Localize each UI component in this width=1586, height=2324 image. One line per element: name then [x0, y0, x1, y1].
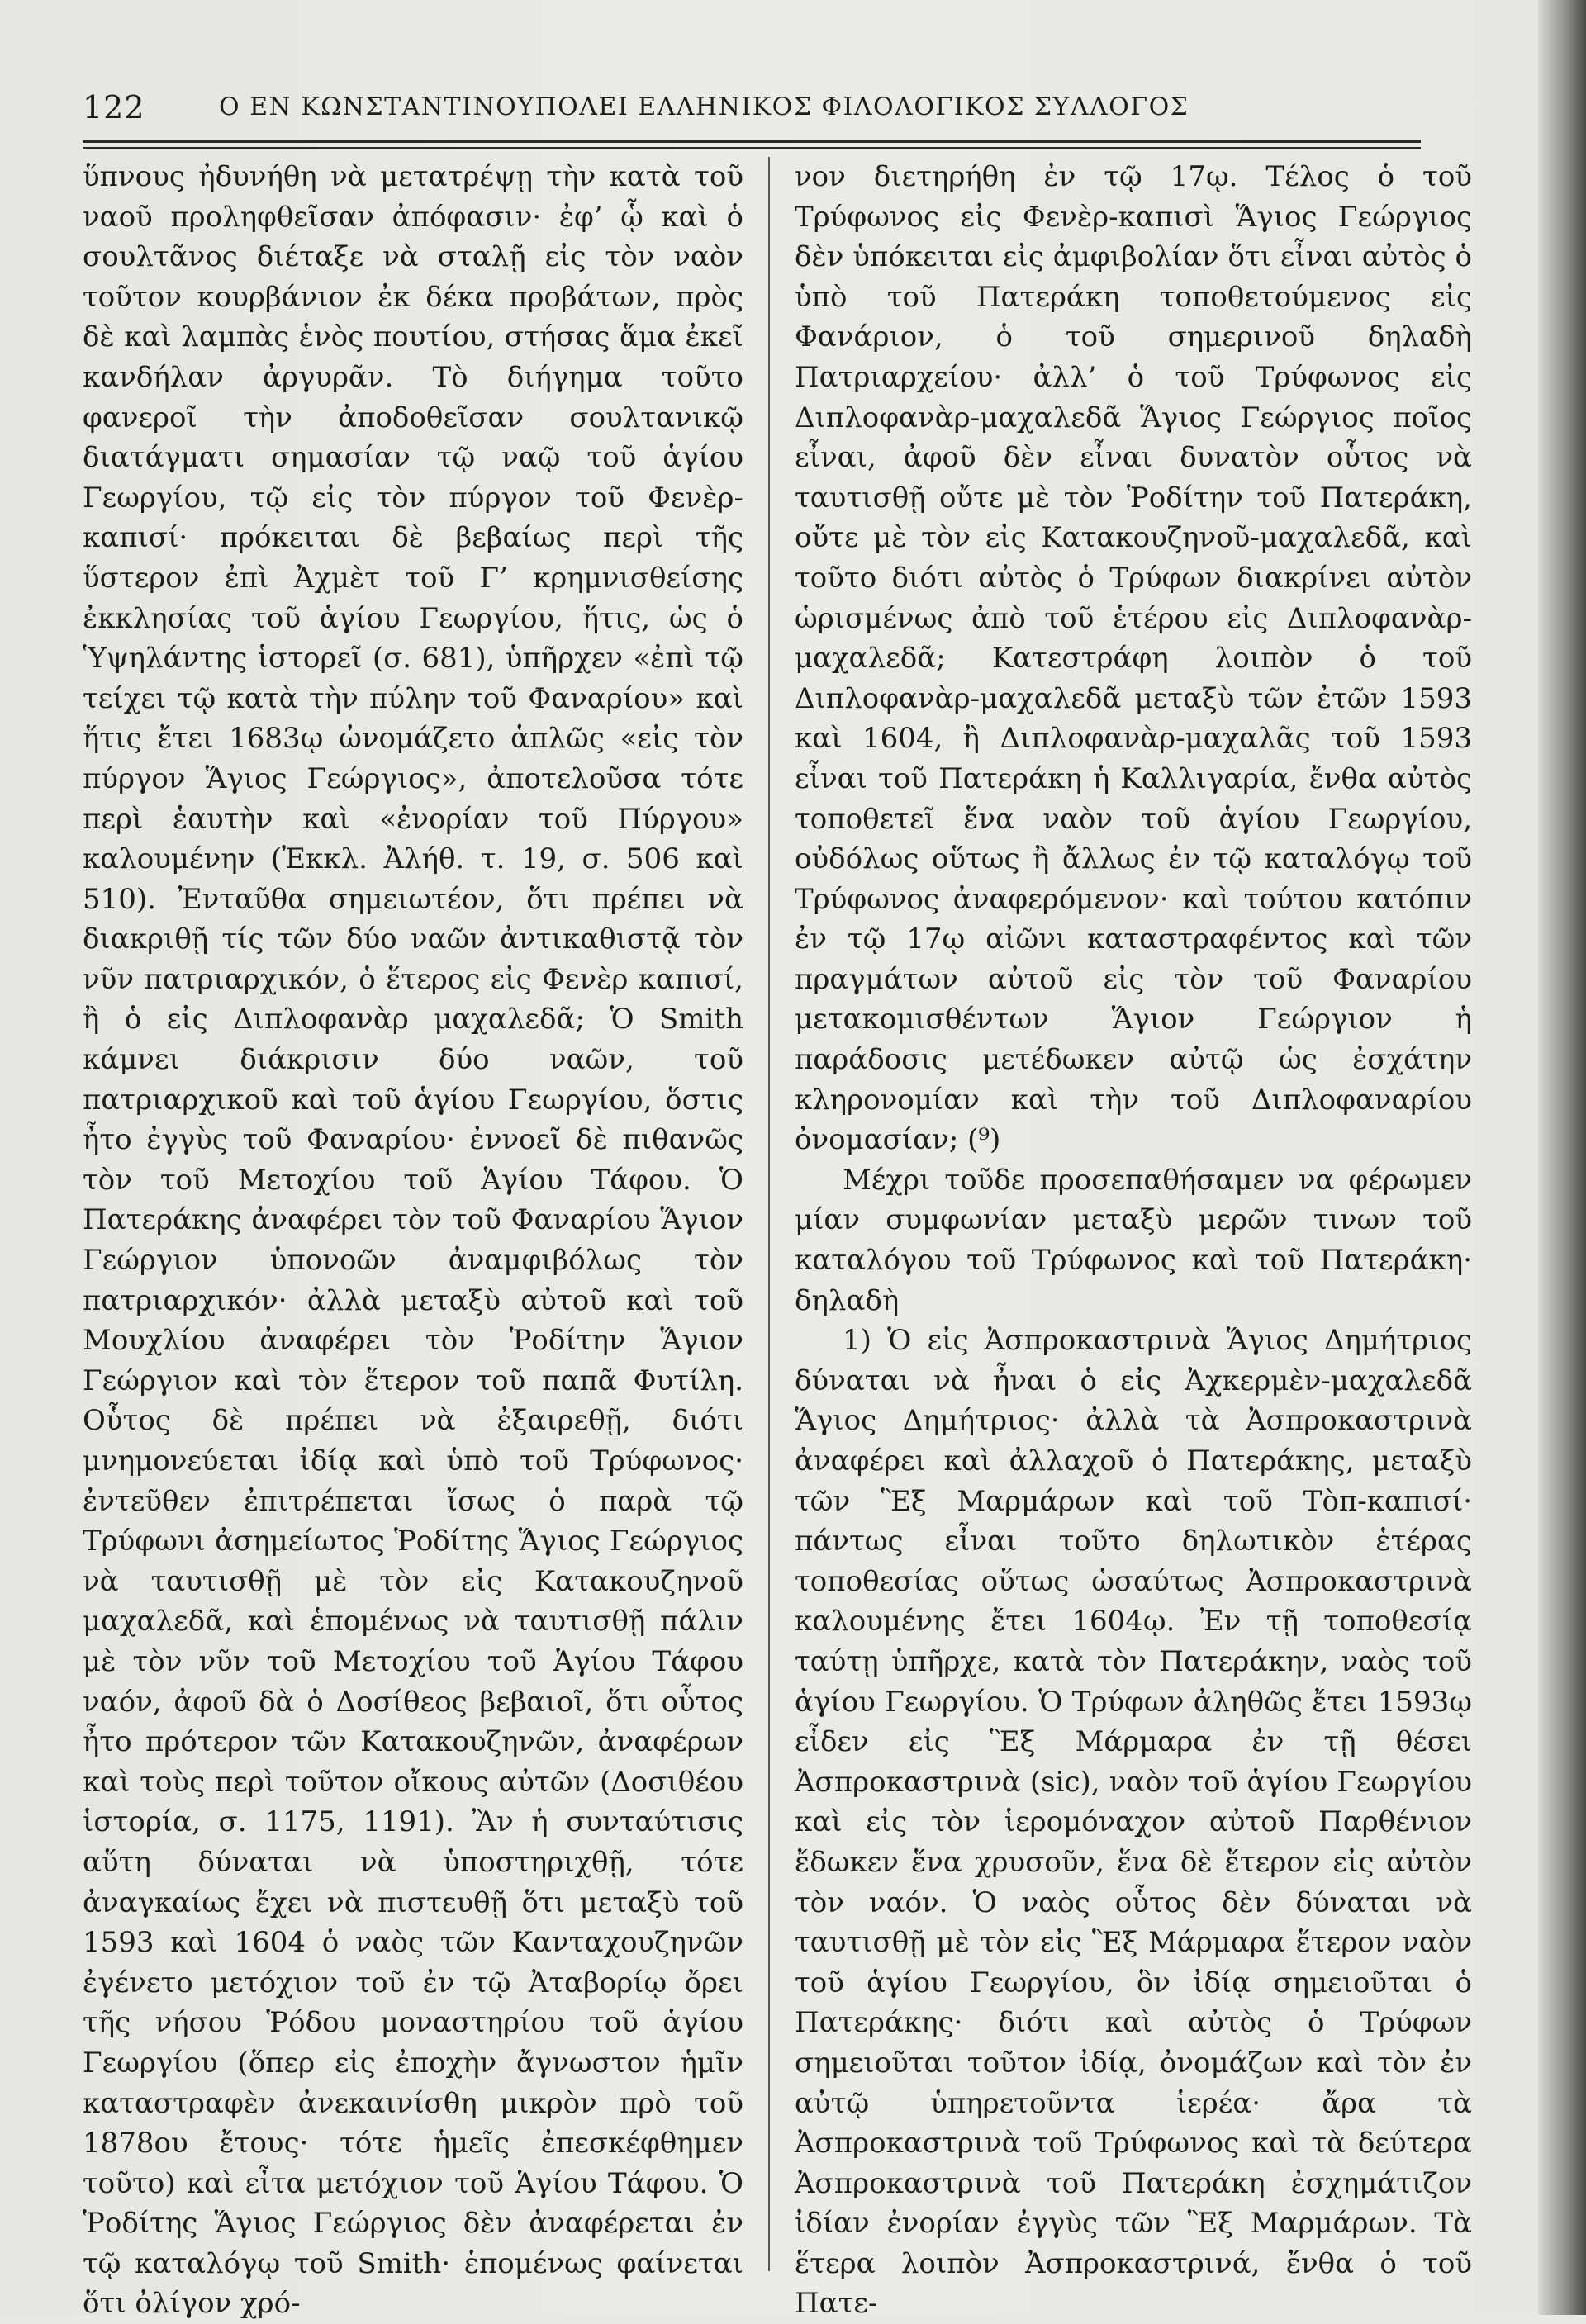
left-column — [83, 157, 743, 2321]
right-paragraph-2: Μέχρι τοῦδε προσεπαθήσαμεν να φέρωμεν μίαν συμφωνίαν μεταξὺ μερῶν τινων τοῦ καταλόγου τοῦ Τρύφωνος καὶ τοῦ Πατεράκη· δηλαδὴ — [795, 1163, 1472, 1317]
page-binding-shadow — [1538, 0, 1586, 2315]
column-divider — [768, 157, 770, 2271]
left-paragraph-1: ὕπνους ἠδυνήθη νὰ μετατρέψῃ τὴν κατὰ τοῦ ναοῦ προληφθεῖσαν ἀπόφασιν· ἐφ’ ᾧ καὶ ὁ σουλτᾶνος διέταξε νὰ σταλῇ εἰς τὸν ναὸν τοῦτον κουρβάνιον ἐκ δέκα προβάτων, πρὸς δὲ καὶ λαμπὰς ἑνὸς πουτίου, στήσας ἅμα ἐκεῖ κανδήλαν ἀργυρᾶν. Τὸ διήγημα τοῦτο φανεροῖ τὴν ἀποδοθεῖσαν σουλτανικῷ διατάγματι σημασίαν τῷ ναῷ τοῦ ἁγίου Γεωργίου, τῷ εἰς τὸν πύργον τοῦ Φενὲρ-καπισί· πρόκειται δὲ βεβαίως περὶ τῆς ὕστερον ἐπὶ Ἀχμὲτ τοῦ Γ’ κρημνισθείσης ἐκκλησίας τοῦ ἁγίου Γεωργίου, ἥτις, ὡς ὁ Ὑψηλάντης ἱστορεῖ (σ. 681), ὑπῆρχεν «ἐπὶ τῷ τείχει τῷ κατὰ τὴν πύλην τοῦ Φαναρίου» καὶ ἥτις ἔτει 1683ῳ ὠνομάζετο ἁπλῶς «εἰς τὸν πύργον Ἅγιος Γεώργιος», ἀποτελοῦσα τότε περὶ ἑαυτὴν καὶ «ἐνορίαν τοῦ Πύργου» καλουμένην (Ἐκκλ. Ἀλήθ. τ. 19, σ. 506 καὶ 510). Ἐνταῦθα σημειωτέον, ὅτι πρέπει νὰ διακριθῇ τίς τῶν δύο ναῶν ἀντικαθιστᾷ τὸν νῦν πατριαρχικόν, ὁ ἕτερος εἰς Φενὲρ καπισί, ἢ ὁ εἰς Διπλοφανὰρ μαχαλεδᾶ; Ὁ Smith κάμνει διάκρισιν δύο ναῶν, τοῦ πατριαρχικοῦ καὶ τοῦ ἁγίου Γεωργίου, ὅστις ἦτο ἐγγὺς τοῦ Φαναρίου· ἐννοεῖ δὲ πιθανῶς τὸν τοῦ Μετοχίου τοῦ Ἁγίου Τάφου. Ὁ Πατεράκης ἀναφέρει τὸν τοῦ Φαναρίου Ἅγιον Γεώργιον ὑπονοῶν ἀναμφιβόλως τὸν πατριαρχικόν· ἀλλὰ μεταξὺ αὐτοῦ καὶ τοῦ Μουχλίου ἀναφέρει τὸν Ῥοδίτην Ἅγιον Γεώργιον καὶ τὸν ἕτερον τοῦ παπᾶ Φυτίλη. Οὗτος δὲ πρέπει νὰ ἐξαιρεθῇ, διότι μνημονεύεται ἰδίᾳ καὶ ὑπὸ τοῦ Τρύφωνος· ἐντεῦθεν ἐπιτρέπεται ἴσως ὁ παρὰ τῷ Τρύφωνι ἀσημείωτος Ῥοδίτης Ἅγιος Γεώργιος νὰ ταυτισθῇ μὲ τὸν εἰς Κατακουζηνοῦ μαχαλεδᾶ, καὶ ἑπομένως νὰ ταυτισθῇ πάλιν μὲ τὸν νῦν τοῦ Μετοχίου τοῦ Ἁγίου Τάφου ναόν, ἀφοῦ δὰ ὁ Δοσίθεος βεβαιοῖ, ὅτι οὗτος ἦτο πρότερον τῶν Κατακουζηνῶν, ἀναφέρων καὶ τοὺς περὶ τοῦτον οἴκους αὐτῶν (Δοσιθέου ἱστορία, σ. 1175, 1191). Ἂν ἡ συνταύτισις αὕτη δύναται νὰ ὑποστηριχθῇ, τότε ἀναγκαίως ἔχει νὰ πιστευθῇ ὅτι μεταξὺ τοῦ 1593 καὶ 1604 ὁ ναὸς τῶν Κανταχουζηνῶν ἐγένετο μετόχιον τοῦ ἐν τῷ Ἀταβορίῳ ὄρει τῆς νήσου Ῥόδου μοναστηρίου τοῦ ἁγίου Γεωργίου (ὅπερ εἰς ἐποχὴν ἄγνωστον ἡμῖν καταστραφὲν ἀνεκαινίσθη μικρὸν πρὸ τοῦ 1878ου ἔτους· τότε ἡμεῖς ἐπεσκέφθημεν τοῦτο) καὶ εἶτα μετόχιον τοῦ Ἁγίου Τάφου. Ὁ Ῥοδίτης Ἅγιος Γεώργιος δὲν ἀναφέρεται ἐν τῷ καταλόγῳ τοῦ Smith· ἑπομένως φαίνεται ὅτι ὀλίγον χρό- — [83, 160, 743, 2321]
header-rule-thin — [83, 147, 1421, 149]
right-paragraph-1: νον διετηρήθη ἐν τῷ 17ῳ. Τέλος ὁ τοῦ Τρύφωνος εἰς Φενὲρ-καπισὶ Ἅγιος Γεώργιος δὲν ὑπόκειται εἰς ἀμφιβολίαν ὅτι εἶναι αὐτὸς ὁ ὑπὸ τοῦ Πατεράκη τοποθετούμενος εἰς Φανάριον, ὁ τοῦ σημερινοῦ δηλαδὴ Πατριαρχείου· ἀλλ’ ὁ τοῦ Τρύφωνος εἰς Διπλοφανὰρ-μαχαλεδᾶ Ἅγιος Γεώργιος ποῖος εἶναι, ἀφοῦ δὲν εἶναι δυνατὸν οὗτος νὰ ταυτισθῇ οὔτε μὲ τὸν Ῥοδίτην τοῦ Πατεράκη, οὔτε μὲ τὸν εἰς Κατακουζηνοῦ-μαχαλεδᾶ, καὶ τοῦτο διότι αὐτὸς ὁ Τρύφων διακρίνει αὐτὸν ὡρισμένως ἀπὸ τοῦ ἑτέρου εἰς Διπλοφανὰρ-μαχαλεδᾶ; Κατεστράφη λοιπὸν ὁ τοῦ Διπλοφανὰρ-μαχαλεδᾶ μεταξὺ τῶν ἐτῶν 1593 καὶ 1604, ἢ Διπλοφανὰρ-μαχαλᾶς τοῦ 1593 εἶναι τοῦ Πατεράκη ἡ Καλλιγαρία, ἔνθα αὐτὸς τοποθετεῖ ἕνα ναὸν τοῦ ἁγίου Γεωργίου, οὐδόλως οὕτως ἢ ἄλλως ἐν τῷ καταλόγῳ τοῦ Τρύφωνος ἀναφερόμενον· καὶ τούτου κατόπιν ἐν τῷ 17ῳ αἰῶνι καταστραφέντος καὶ τῶν πραγμάτων αὐτοῦ εἰς τὸν τοῦ Φαναρίου μετακομισθέντων Ἅγιον Γεώργιον ἡ παράδοσις μετέδωκεν αὐτῷ ὡς ἐσχάτην κληρονομίαν καὶ τὴν τοῦ Διπλοφαναρίου ὀνομασίαν; (⁹) — [795, 160, 1472, 1157]
right-paragraph-3: 1) Ὁ εἰς Ἀσπροκαστρινὰ Ἅγιος Δημήτριος δύναται νὰ ἦναι ὁ εἰς Ἀχκερμὲν-μαχαλεδᾶ Ἅγιος Δημήτριος· ἀλλὰ τὰ Ἀσπροκαστρινὰ ἀναφέρει καὶ ἀλλαχοῦ ὁ Πατεράκης, μεταξὺ τῶν Ἓξ Μαρμάρων καὶ τοῦ Τὸπ-καπισί· πάντως εἶναι τοῦτο δηλωτικὸν ἑτέρας τοποθεσίας οὕτως ὡσαύτως Ἀσπροκαστρινὰ καλουμένης ἔτει 1604ῳ. Ἐν τῇ τοποθεσίᾳ ταύτῃ ὑπῆρχε, κατὰ τὸν Πατεράκην, ναὸς τοῦ ἁγίου Γεωργίου. Ὁ Τρύφων ἀληθῶς ἔτει 1593ῳ εἶδεν εἰς Ἓξ Μάρμαρα ἐν τῇ θέσει Ἀσπροκαστρινὰ (sic), ναὸν τοῦ ἁγίου Γεωργίου καὶ εἰς τὸν ἱερομόναχον αὐτοῦ Παρθένιον ἔδωκεν ἕνα χρυσοῦν, ἕνα δὲ ἕτερον εἰς αὐτὸν τὸν ναόν. Ὁ ναὸς οὗτος δὲν δύναται νὰ ταυτισθῇ μὲ τὸν εἰς Ἓξ Μάρμαρα ἕτερον ναὸν τοῦ ἁγίου Γεωργίου, ὃν ἰδίᾳ σημειοῦται ὁ Πατεράκης· διότι καὶ αὐτὸς ὁ Τρύφων σημειοῦται τοῦτον ἰδίᾳ, ὀνομάζων καὶ τὸν ἐν αὐτῷ ὑπηρετοῦντα ἱερέα· ἄρα τὰ Ἀσπροκαστρινὰ τοῦ Τρύφωνος καὶ τὰ δεύτερα Ἀσπροκαστρινὰ τοῦ Πατεράκη ἐσχημάτιζον ἰδίαν ἐνορίαν ἐγγὺς τῶν Ἓξ Μαρμάρων. Τὰ ἕτερα λοιπὸν Ἀσπροκαστρινά, ἔνθα ὁ τοῦ Πατε- — [795, 1324, 1472, 2321]
page-number: 122 — [83, 89, 145, 126]
right-column — [795, 157, 1472, 2321]
page-header — [83, 89, 1289, 130]
running-head: Ο ΕΝ ΚΩΝΣΤΑΝΤΙΝΟΥΠΟΛΕΙ ΕΛΛΗΝΙΚΟΣ ΦΙΛΟΛΟΓΙΚΟΣ ΣΥΛΛΟΓΟΣ — [219, 92, 1190, 121]
header-rule-thick — [83, 140, 1421, 143]
